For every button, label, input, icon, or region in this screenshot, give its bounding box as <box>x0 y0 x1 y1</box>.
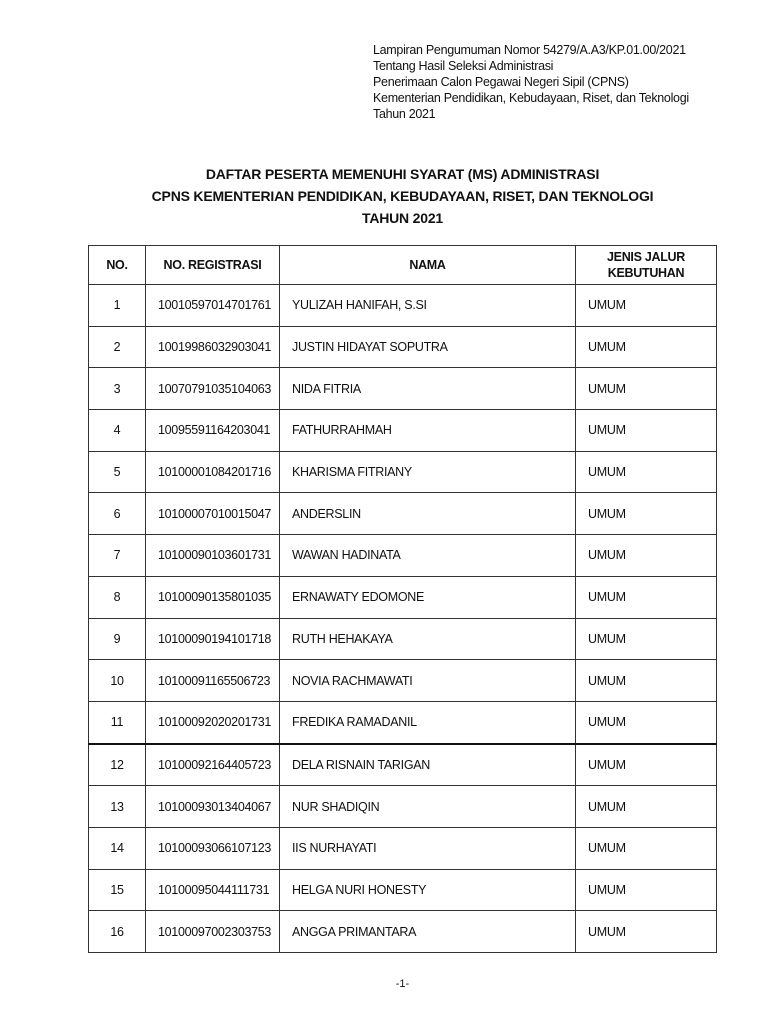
cell-name: ANGGA PRIMANTARA <box>280 911 576 953</box>
attachment-line: Lampiran Pengumuman Nomor 54279/A.A3/KP.01.00/2021 <box>373 43 686 57</box>
table-row <box>89 911 717 953</box>
cell-name: ANDERSLIN <box>280 493 576 535</box>
cell-name: NIDA FITRIA <box>280 368 576 410</box>
cell-jenis: UMUM <box>576 285 717 327</box>
cell-registration: 10100090135801035 <box>146 576 280 618</box>
cell-no: 6 <box>89 493 146 535</box>
table-row <box>89 786 717 828</box>
cell-name: FATHURRAHMAH <box>280 410 576 452</box>
cell-registration: 10100092164405723 <box>146 744 280 786</box>
table-row <box>89 326 717 368</box>
cell-registration: 10100007010015047 <box>146 493 280 535</box>
table-row <box>89 285 717 327</box>
cell-jenis: UMUM <box>576 744 717 786</box>
table-row <box>89 744 717 786</box>
title-line: CPNS KEMENTERIAN PENDIDIKAN, KEBUDAYAAN, RISET, DAN TEKNOLOGI <box>151 188 654 204</box>
cell-no: 12 <box>89 744 146 786</box>
cell-no: 1 <box>89 285 146 327</box>
table-row <box>89 618 717 660</box>
cell-jenis: UMUM <box>576 326 717 368</box>
table-row <box>89 451 717 493</box>
cell-no: 10 <box>89 660 146 702</box>
table-row <box>89 827 717 869</box>
document-title <box>0 163 768 229</box>
attachment-line: Tahun 2021 <box>373 107 436 121</box>
participant-table <box>88 245 717 953</box>
cell-no: 13 <box>89 786 146 828</box>
cell-no: 7 <box>89 535 146 577</box>
table-header-row <box>89 246 717 285</box>
cell-registration: 10100092020201731 <box>146 701 280 743</box>
cell-registration: 10100001084201716 <box>146 451 280 493</box>
header-name: NAMA <box>280 246 576 285</box>
cell-name: DELA RISNAIN TARIGAN <box>280 744 576 786</box>
cell-name: HELGA NURI HONESTY <box>280 869 576 911</box>
cell-name: RUTH HEHAKAYA <box>280 618 576 660</box>
cell-registration: 10100090194101718 <box>146 618 280 660</box>
cell-registration: 10100093066107123 <box>146 827 280 869</box>
table-row <box>89 701 717 743</box>
page-number: -1- <box>395 978 410 990</box>
cell-jenis: UMUM <box>576 869 717 911</box>
table-row <box>89 368 717 410</box>
title-line: TAHUN 2021 <box>362 210 443 226</box>
cell-name: KHARISMA FITRIANY <box>280 451 576 493</box>
cell-registration: 10100097002303753 <box>146 911 280 953</box>
cell-no: 3 <box>89 368 146 410</box>
cell-no: 16 <box>89 911 146 953</box>
cell-name: NUR SHADIQIN <box>280 786 576 828</box>
cell-registration: 10100093013404067 <box>146 786 280 828</box>
cell-name: YULIZAH HANIFAH, S.SI <box>280 285 576 327</box>
table-row <box>89 660 717 702</box>
cell-jenis: UMUM <box>576 493 717 535</box>
header-jenis-line: KEBUTUHAN <box>607 266 685 280</box>
header-jenis <box>576 246 717 285</box>
header-no: NO. <box>89 246 146 285</box>
table-body <box>89 285 717 953</box>
cell-registration: 10070791035104063 <box>146 368 280 410</box>
cell-no: 14 <box>89 827 146 869</box>
title-line: DAFTAR PESERTA MEMENUHI SYARAT (MS) ADMINISTRASI <box>205 166 600 182</box>
cell-jenis: UMUM <box>576 410 717 452</box>
cell-no: 5 <box>89 451 146 493</box>
table-row <box>89 493 717 535</box>
cell-registration: 10019986032903041 <box>146 326 280 368</box>
cell-jenis: UMUM <box>576 451 717 493</box>
cell-jenis: UMUM <box>576 827 717 869</box>
cell-no: 4 <box>89 410 146 452</box>
cell-name: JUSTIN HIDAYAT SOPUTRA <box>280 326 576 368</box>
header-jenis-line: JENIS JALUR <box>607 250 685 264</box>
attachment-line: Tentang Hasil Seleksi Administrasi <box>373 59 554 73</box>
cell-no: 9 <box>89 618 146 660</box>
cell-no: 2 <box>89 326 146 368</box>
cell-no: 15 <box>89 869 146 911</box>
table-row <box>89 576 717 618</box>
cell-name: WAWAN HADINATA <box>280 535 576 577</box>
cell-registration: 10100095044111731 <box>146 869 280 911</box>
cell-jenis: UMUM <box>576 368 717 410</box>
cell-no: 11 <box>89 701 146 743</box>
cell-jenis: UMUM <box>576 535 717 577</box>
table-row <box>89 869 717 911</box>
header-registration: NO. REGISTRASI <box>146 246 280 285</box>
cell-registration: 10100090103601731 <box>146 535 280 577</box>
table-row <box>89 535 717 577</box>
cell-jenis: UMUM <box>576 576 717 618</box>
cell-name: ERNAWATY EDOMONE <box>280 576 576 618</box>
cell-jenis: UMUM <box>576 618 717 660</box>
cell-jenis: UMUM <box>576 660 717 702</box>
cell-jenis: UMUM <box>576 911 717 953</box>
attachment-header <box>373 42 689 122</box>
cell-registration: 10100091165506723 <box>146 660 280 702</box>
cell-name: FREDIKA RAMADANIL <box>280 701 576 743</box>
table-row <box>89 410 717 452</box>
attachment-line: Kementerian Pendidikan, Kebudayaan, Riset, dan Teknologi <box>373 91 689 105</box>
cell-no: 8 <box>89 576 146 618</box>
cell-name: NOVIA RACHMAWATI <box>280 660 576 702</box>
cell-jenis: UMUM <box>576 701 717 743</box>
cell-jenis: UMUM <box>576 786 717 828</box>
attachment-line: Penerimaan Calon Pegawai Negeri Sipil (CPNS) <box>373 75 629 89</box>
cell-registration: 10010597014701761 <box>146 285 280 327</box>
cell-registration: 10095591164203041 <box>146 410 280 452</box>
cell-name: IIS NURHAYATI <box>280 827 576 869</box>
